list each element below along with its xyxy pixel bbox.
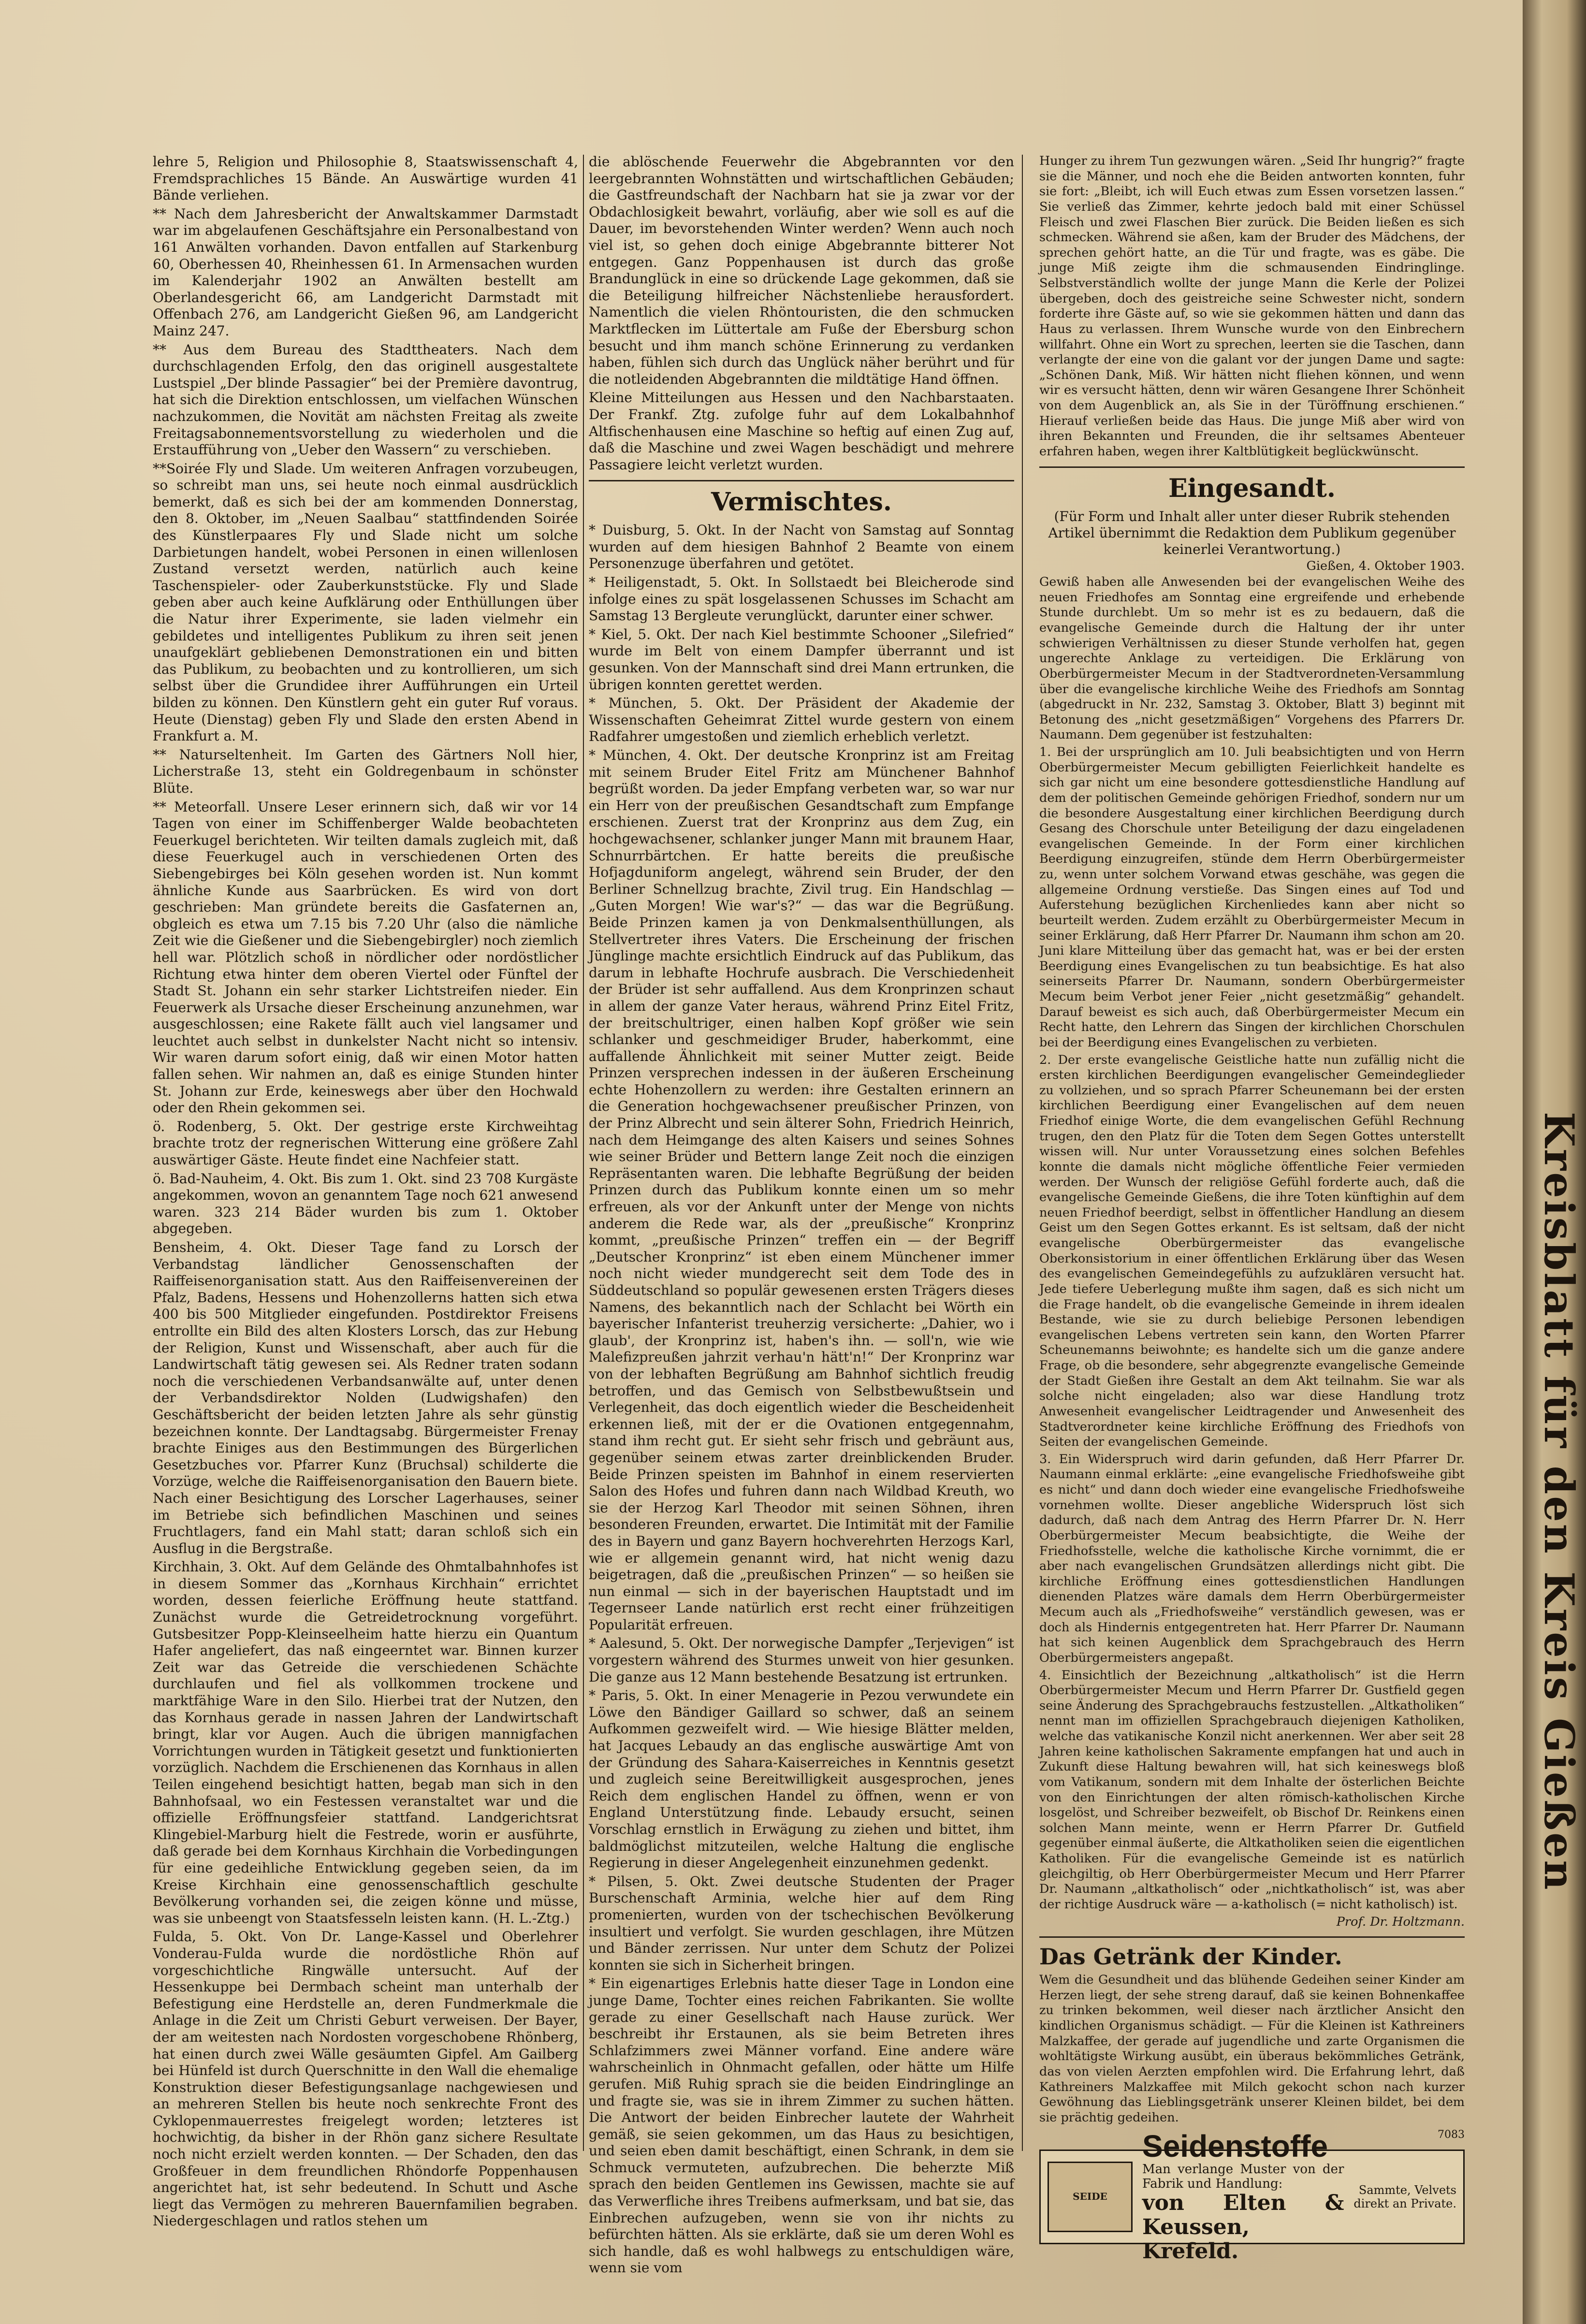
- article-muenchen-zittel: * München, 5. Okt. Der Präsident der Akademie der Wissenschaften Geheimrat Zittel wurde gestern von einem Radfahrer umgestoßen und ziemlich erheblich verletzt.: [589, 695, 1014, 745]
- ad-items: Sammte, Velvets: [1358, 2183, 1456, 2197]
- article-stadttheater: ** Aus dem Bureau des Stadttheaters. Nach dem durchschlagenden Erfolg, den das originell ausgestaltete Lustspiel „Der blinde Passagier“ bei der Première davontrug, hat sich die Direktion entschlossen, um vielfachen Wünschen nachzukommen, die Novität am nächsten Freitag als zweite Freitagsabonnementsvorstellung zu wiederholen und die Erstaufführung von „Ueber den Wassern“ zu verschieben.: [153, 341, 578, 458]
- article-soiree: **Soirée Fly und Slade. Um weiteren Anfragen vorzubeugen, so schreibt man uns, sei heute noch einmal ausdrücklich bemerkt, daß es sich bei der am kommenden Donnerstag, den 8. Oktober, im „Neuen Saalbau“ stattfindenden Soirée des Künstlerpaares Fly und Slade nicht um solche Darbietungen handelt, wobei Personen in einen willenlosen Zustand versetzt werden, natürlich auch keine Taschenspieler- oder Zauberkunststücke. Fly und Slade geben aber auch keine Aufklärung oder Enthüllungen über die Natur ihrer Experimente, sie laden vielmehr ein gebildetes und intelligentes Publikum zu ihren seit jenen unaufgeklärt gebliebenen Demonstrationen ein und bitten das Publikum, zu beobachten und zu kontrollieren, um sich selbst über die Grundidee ihrer Aufführungen ein Urteil bilden zu können. Den Künstlern geht ein guter Ruf voraus. Heute (Dienstag) geben Fly und Slade den ersten Abend in Frankfurt a. M.: [153, 460, 578, 744]
- letter-point-1: 1. Bei der ursprünglich am 10. Juli beabsichtigten und von Herrn Oberbürgermeister Mecum gebilligten Feierlichkeit handelte es sich gar nicht um eine besondere gottesdienstliche Handlung auf dem der politischen Gemeinde gehörigen Friedhof, sondern nur um die besondere Ausgestaltung einer kirchlichen Beerdigung durch Gesang des Chorschule unter Beteiligung der dazu eingeladenen evangelischen Gemeinde. In der Form einer kirchlichen Beerdigung einzugreifen, stünde dem Herrn Oberbürgermeister zu, wenn unter solchem Vorwand etwas geschähe, was gegen die allgemeine Ordnung verstieße. Das Singen eines auf Tod und Auferstehung bezüglichen Kirchenliedes kann aber nicht so beurteilt werden. Zudem erzählt zu Oberbürgermeister Mecum in seiner Erklärung, daß Herr Pfarrer Dr. Naumann ihm schon am 20. Juni klare Mitteilung über das gemacht hat, was er bei der ersten Beerdigung eines Evangelischen zu tun beabsichtige. Es hat also seinerseits Pfarrer Dr. Naumann, sondern Oberbürgermeister Mecum beim Verbot jener Feier „nicht gesetzmäßig“ gehandelt. Darauf beweist es sich auch, daß Oberbürgermeister Mecum ein Recht hatte, den Lehrern das Singen der kirchlichen Chorschulen bei der Beerdigung eines Evangelischen zu verbieten.: [1039, 745, 1465, 1050]
- section-heading-eingesandt: Eingesandt.: [1168, 473, 1336, 503]
- column-middle: [589, 154, 1014, 2279]
- section-rule: [1039, 466, 1465, 468]
- article-heiligenstadt: * Heiligenstadt, 5. Okt. In Sollstaedt bei Bleicherode sind infolge eines zu spät losgelassenen Schusses im Schacht am Samstag 13 Bergleute verunglückt, darunter einer schwer.: [589, 574, 1014, 624]
- article-library-stats: lehre 5, Religion und Philosophie 8, Staatswissenschaft 4, Fremdsprachliches 15 Bände. An Auswärtige wurden 41 Bände verliehen.: [153, 154, 578, 203]
- ad-samples: Man verlange Muster von der Fabrik und Handlung:: [1142, 2162, 1344, 2191]
- ad-brand: Seidenstoffe: [1142, 2129, 1328, 2164]
- article-bensheim: Bensheim, 4. Okt. Dieser Tage fand zu Lorsch der Verbandstag ländlicher Genossenschaften der Raiffeisenorganisation statt. Aus den Raiffeisenvereinen der Pfalz, Badens, Hessens und Hohenzollerns hatten sich etwa 400 bis 500 Mitglieder eingefunden. Postdirektor Freisens entrollte ein Bild des alten Klosters Lorsch, das zur Hebung der Religion, Kunst und Wissenschaft, aber auch für die Landwirtschaft tätig gewesen sei. Als Redner traten sodann noch die verschiedenen Verbandsanwälte auf, unter denen der Verbandsdirektor Nolden (Ludwigshafen) den Geschäftsbericht der beiden letzten Jahre als sehr günstig bezeichnen konnte. Der Landtagsabg. Bürgermeister Frenay brachte Einiges aus den Bestimmungen des Bürgerlichen Gesetzbuches vor. Pfarrer Kunz (Bruchsal) schilderte die Vorzüge, welche die Raiffeisenorganisation den Bauern biete. Nach einer Besichtigung des Lorscher Lagerhauses, seiner im Betriebe sich befindlichen Maschinen und seines Fruchtlagers, fand ein Mahl statt; daran schloß sich ein Ausflug in die Bergstraße.: [153, 1239, 578, 1556]
- column-left: [153, 154, 578, 2232]
- editorial-disclaimer: (Für Form und Inhalt aller unter dieser Rubrik stehenden Artikel übernimmt die Redaktion dem Publikum gegenüber keinerlei Verantwortung.): [1048, 508, 1456, 557]
- column-divider: [1022, 155, 1023, 2151]
- letter-point-4: 4. Einsichtlich der Bezeichnung „altkatholisch“ ist die Herrn Oberbürgermeister Mecum und Herrn Pfarrer Dr. Gustfield gegen seine Änderung des Sprachgebrauchs festzustellen. „Altkatholiken“ nennt man im offiziellen Sprachgebrauch diejenigen Katholiken, welche das vatikanische Konzil nicht anerkennen. Wer aber seit 28 Jahren keine katholischen Sakramente empfangen hat und auch in Zukunft diese Haltung bewahren will, hat sich keineswegs bloß vom Vatikanum, sondern mit dem Inhalte der österlichen Beichte von den Einrichtungen der alten römisch-katholischen Kirche losgelöst, und Schreiber bezweifelt, ob Bischof Dr. Reinkens einen solchen Mann meinte, wenn er Herrn Pfarrer Dr. Gutfield gegenüber einmal äußerte, die Altkatholiken seien die eigentlichen Katholiken. Für die evangelische Gemeinde ist es natürlich gleichgiltig, ob Herr Oberbürgermeister Mecum und Herr Pfarrer Dr. Naumann „altkatholisch“ oder „nichtkatholisch“ ist, was aber der richtige Ausdruck wäre — a-katholisch (= nicht katholisch) ist.: [1039, 1668, 1465, 1912]
- article-bad-nauheim: ö. Bad-Nauheim, 4. Okt. Bis zum 1. Okt. sind 23 708 Kurgäste angekommen, wovon an genanntem Tage noch 621 anwesend waren. 323 214 Bäder wurden bis zum 1. Oktober abgegeben.: [153, 1170, 578, 1237]
- article-poppenhausen: die ablöschende Feuerwehr die Abgebrannten vor den leergebrannten Wohnstätten und wirtschaftlichen Gebäuden; die Gastfreundschaft der Nachbarn hat sie ja zwar vor der Obdachlosigkeit bewahrt, vorläufig, aber wie soll es auf die Dauer, im bevorstehenden Winter werden? Wenn auch noch viel ist, so gehen doch einige Abgebrannte bitterer Not entgegen. Ganz Poppenhausen ist durch das große Brandunglück in eine so drückende Lage gekommen, daß sie die Beteiligung hilfreicher Nächstenliebe herausfordert. Namentlich die vielen Rhöntouristen, die den schmucken Marktflecken im Lüttertale am Fuße der Ebersburg schon besucht und ihm manch schöne Erinnerung zu verdanken haben, fühlen sich durch das Unglück näher berührt und für die notleidenden Abgebrannten die mildtätige Hand öffnen.: [589, 154, 1014, 387]
- article-kirchhain: Kirchhain, 3. Okt. Auf dem Gelände des Ohmtalbahnhofes ist in diesem Sommer das „Kornhaus Kirchhain“ errichtet worden, dessen feierliche Eröffnung heute stattfand. Zunächst wurde die Getreidetrocknung vorgeführt. Gutsbesitzer Popp-Kleinseelheim hatte hierzu ein Quantum Hafer angeliefert, das naß eingeerntet war. Binnen kurzer Zeit war das Getreide die verschiedenen Schächte durchlaufen und fiel als vollkommen trockene und marktfähige Ware in den Silo. Hierbei trat der Nutzen, den das Kornhaus gerade in nassen Jahren der Landwirtschaft bringt, klar vor Augen. Auch die übrigen mannigfachen Vorrichtungen wurden in Tätigkeit gesetzt und funktionierten vorzüglich. Nachdem die Erschienenen das Kornhaus in allen Teilen eingehend besichtigt hatten, begab man sich in den Bahnhofsaal, wo ein Festessen veranstaltet war und die offizielle Eröffnungsfeier stattfand. Landgerichtsrat Klingebiel-Marburg hielt die Festrede, worin er ausführte, daß gerade bei dem Kornhaus Kirchhain die Vorbedingungen für eine gedeihliche Entwicklung gegeben seien, da im Kreise Kirchhain eine genossenschaftlich geschulte Bevölkerung vorhanden sei, die zeigen könne und müsse, was sie unbeengt von Staatsfesseln leisten kann. (H. L.-Ztg.): [153, 1559, 578, 1926]
- article-meteorfall: ** Meteorfall. Unsere Leser erinnern sich, daß wir vor 14 Tagen von einer im Schiffenberger Walde beobachteten Feuerkugel berichteten. Wir teilten damals zugleich mit, daß diese Feuerkugel auch in verschiedenen Orten des Siebengebirges bei Köln gesehen worden ist. Nun kommt ähnliche Kunde aus Saarbrücken. Es wird von dort geschrieben: Man gründete bereits die Gasfaternen an, obgleich es etwa um 7.15 bis 7.20 Uhr (also die nämliche Zeit wie die Gießener und die Siebengebirgler) noch ziemlich hell war. Plötzlich schoß in nördlicher oder nordöstlicher Richtung etwa hinter dem oberen Viertel oder Fünftel der Stadt St. Johann ein sehr starker Lichtstreifen nieder. Ein Feuerwerk als Ursache dieser Erscheinung anzunehmen, war ausgeschlossen; eine Rakete fällt auch viel langsamer und leuchtet auch selbst in dunkelster Nacht nicht so intensiv. Wir waren darum sofort einig, daß wir einen Motor hatten fallen sehen. Wir nahmen an, daß es einige Stunden hinter St. Johann zur Erde, keineswegs aber über den Hochwald oder den Rhein gekommen sei.: [153, 799, 578, 1116]
- ad-right-block: [1353, 2183, 1456, 2210]
- article-kleine-mitteilungen: Kleine Mitteilungen aus Hessen und den Nachbarstaaten. Der Frankf. Ztg. zufolge fuhr auf dem Lokalbahnhof Altfischenhausen eine Maschine so heftig auf einen Zug auf, daß die Maschine und zwei Wagen beschädigt und mehrere Passagiere leicht verletzt wurden.: [589, 390, 1014, 473]
- section-heading-vermischtes: Vermischtes.: [711, 487, 892, 517]
- section-rule: [1039, 1936, 1465, 1938]
- adjacent-masthead: Kreisblatt für den Kreis Gießen: [1535, 1112, 1583, 1892]
- article-aalesund: * Aalesund, 5. Okt. Der norwegische Dampfer „Terjevigen“ ist vorgestern während des Sturmes unweit von hier gesunken. Die ganze aus 12 Mann bestehende Besatzung ist ertrunken.: [589, 1635, 1014, 1685]
- article-duisburg: * Duisburg, 5. Okt. In der Nacht von Samstag auf Sonntag wurden auf dem hiesigen Bahnhof 2 Beamte von einem Personenzuge überfahren und getötet.: [589, 522, 1014, 572]
- ad-text-block: [1142, 2130, 1344, 2264]
- letter-point-2: 2. Der erste evangelische Geistliche hatte nun zufällig nicht die ersten kirchlichen Beerdigungen evangelischer Gemeindeglieder zu vollziehen, und so sprach Pfarrer Scheunemann bei der ersten kirchlichen Beerdigung einer Evangelischen auf dem neuen Friedhof einige Worte, die dem evangelischen Gefühl Rechnung trugen, den den Platz für die Toten dem Segen Gottes unterstellt wissen will. Nur unter Voraussetzung eines solchen Befehles konnte die damals nicht mögliche öffentliche Feier vermieden werden. Der Wunsch der religiöse Gefühl forderte auch, daß die evangelische Gemeinde Gießens, die ihre Toten künftighin auf dem neuen Friedhof beerdigt, selbst in öffentlicher Handlung an diesem Geist um den Segen Gottes erkannt. Es ist seltsam, daß der nicht evangelische Oberbürgermeister das evangelische Oberkonsistorium in einer öffentlichen Erklärung über das Wesen des evangelischen Gemeindegefühls zu aufzuklären versucht hat. Jede tiefere Ueberlegung mußte ihm sagen, daß es sich nicht um die Frage handelt, ob die evangelische Gemeinde in ihrem idealen Bestande, wie sie zu durch beliebige Personen lebendigen evangelischen Lebens vertreten sein kann, den Worten Pfarrer Scheunemanns beiwohnte; es handelte sich um die ganze andere Frage, ob die besondere, sehr abgegrenzte evangelische Gemeinde der Stadt Gießen ihre Gestalt an dem Akt teilnahm. Sie war als solche nicht eingeladen; also war diese Handlung trotz Anwesenheit evangelischer Leidtragender und Anwesenheit des Stadtverordneter keine kirchliche Eröffnung des Friedhofs von Seiten der evangelischen Gemeinde.: [1039, 1052, 1465, 1450]
- article-kiel: * Kiel, 5. Okt. Der nach Kiel bestimmte Schooner „Silefried“ wurde im Belt von einem Dampfer überrannt und ist gesunken. Von der Mannschaft sind drei Mann ertrunken, die übrigen konnten gerettet werden.: [589, 626, 1014, 693]
- article-rodenberg: ö. Rodenberg, 5. Okt. Der gestrige erste Kirchweihtag brachte trotz der regnerischen Witterung eine größere Zahl auswärtiger Gäste. Heute findet eine Nachfeier statt.: [153, 1118, 578, 1168]
- article-anwaltskammer: ** Nach dem Jahresbericht der Anwaltskammer Darmstadt war im abgelaufenen Geschäftsjahre ein Personalbestand von 161 Anwälten vorhanden. Davon entfallen auf Starkenburg 60, Oberhessen 40, Rheinhessen 61. In Armensachen wurden im Kalenderjahr 1902 an Anwälten bestellt am Oberlandesgericht 66, am Landgericht Darmstadt mit Offenbach 276, am Landgericht Gießen 96, am Landgericht Mainz 247.: [153, 205, 578, 339]
- letter-point-3: 3. Ein Widerspruch wird darin gefunden, daß Herr Pfarrer Dr. Naumann einmal erklärte: „eine evangelische Friedhofsweihe gibt es nicht“ und dann doch wieder eine evangelische Friedhofsweihe vornehmen wollte. Dieser angebliche Widerspruch löst sich dadurch, daß nach dem Antrag des Herrn Pfarrer Dr. N. Herr Oberbürgermeister Mecum beabsichtigte, die Weihe der Friedhofsstelle, welche die katholische Kirche vornimmt, die er aber nach evangelischen Grundsätzen allerdings nicht gibt. Die kirchliche Eröffnung eines gottesdienstlichen Handlungen dienenden Platzes wäre damals dem Herrn Oberbürgermeister Mecum auch als „Friedhofsweihe“ verständlich gewesen, was er doch als Hindernis entgegentreten hat. Herr Pfarrer Dr. Naumann hat sich keinen Augenblick dem Sprachgebrauch des Herrn Oberbürgermeisters angepaßt.: [1039, 1452, 1465, 1665]
- article-naturseltenheit: ** Naturseltenheit. Im Garten des Gärtners Noll hier, Licherstraße 13, steht ein Goldregenbaum in schönster Blüte.: [153, 746, 578, 796]
- beehive-logo-icon: SEIDE: [1048, 2162, 1133, 2232]
- article-muenchen-kronprinz: * München, 4. Okt. Der deutsche Kronprinz ist am Freitag mit seinem Bruder Eitel Fritz am Münchener Bahnhof begrüßt worden. Da jeder Empfang verbeten war, so war nur ein Herr von der preußischen Gesandtschaft zum Empfange erschienen. Zuerst trat der Kronprinz aus dem Zug, ein hochgewachsener, schlanker junger Mann mit braunem Haar, Schnurrbärtchen. Er hatte bereits die preußische Hofjagduniform angelegt, während sein Bruder, der den Berliner Schnellzug brachte, Zivil trug. Ein Handschlag — „Guten Morgen! Wie war's?“ — das war die Begrüßung. Beide Prinzen kamen ja von Denkmalsenthüllungen, als Stellvertreter ihres Vaters. Die Erscheinung der frischen Jünglinge machte ersichtlich Eindruck auf das Publikum, das darum in lebhafte Hochrufe ausbrach. Die Verschiedenheit der Brüder ist sehr auffallend. Aus dem Kronprinzen schaut in allem der ganze Vater heraus, während Prinz Eitel Fritz, der breitschultriger, einen halben Kopf größer wie sein schlanker und geschmeidiger Bruder, haberkommt, eine auffallende Ähnlichkeit mit seiner Mutter zeigt. Beide Prinzen versprechen indessen in der äußeren Erscheinung echte Hohenzollern zu werden: ihre Gestalten erinnern an die Generation hochgewachsener preußischer Prinzen, von der Prinz Albrecht und sein älterer Sohn, Friedrich Heinrich, nach dem Heimgange des alten Kaisers und seines Sohnes wie seiner Brüder und Bettern lange Zeit noch die einzigen Repräsentanten waren. Die lebhafte Begrüßung der beiden Prinzen durch das Publikum konnte einen um so mehr erfreuen, als vor der Ankunft unter der Menge von nichts anderem die Rede war, als der „preußische“ Kronprinz kommt, „preußische Prinzen“ treffen ein — der Begriff „Deutscher Kronprinz“ ist eben einem Münchener immer noch nicht wieder mundgerecht seit dem Tode des in Süddeutschland so populär gewesenen ersten Trägers dieses Namens, des bekanntlich nach der Schlacht bei Wörth ein bayerischer Infanterist treuherzig versicherte: „Dahier, wo i glaub', der Kronprinz ist, haben's ihn. — soll'n, wie wie Malefizpreußen jahrzit verhau'n hätt'n!“ Der Kronprinz war von der lebhaften Begrüßung am Bahnhof sichtlich freudig betroffen, und das Gemisch von Selbstbewußtsein und Verlegenheit, das doch eigentlich wieder die Bescheidenheit erkennen ließ, mit der er die Ovationen entgegennahm, stand ihm recht gut. Er sieht sehr frisch und gebräunt aus, gegenüber seinem etwas zarter dreinblickenden Bruder. Beide Prinzen speisten im Bahnhof in einem reservierten Salon des Hofes und fuhren dann nach Wildbad Kreuth, wo sie der Herzog Karl Theodor mit seinen Söhnen, ihren besonderen Freunden, erwartet. Die Intimität mit der Familie des in Bayern und ganz Bayern hochverehrten Herzogs Karl, wie er allgemein genannt wird, hat nicht wenig dazu beigetragen, daß die „preußischen Prinzen“ — so heißen sie nun einmal — sich in der bayerischen Hauptstadt und im Tegernseer Lande natürlich erst recht einer frühzeitigen Popularität erfreuen.: [589, 747, 1014, 1633]
- article-london-erlebnis: * Ein eigenartiges Erlebnis hatte dieser Tage in London eine junge Dame, Tochter eines reichen Fabrikanten. Sie wollte gerade zu einer Gesellschaft nach Hause zurück. Wer beschreibt ihr Erstaunen, als sie beim Betreten ihres Schlafzimmers zwei Männer vorfand. Eine andere wäre wahrscheinlich in Ohnmacht gefallen, oder hätte um Hilfe gerufen. Miß Ruhig sprach sie die beiden Eindringlinge an und fragte sie, was sie in ihrem Zimmer zu suchen hätten. Die Antwort der beiden Einbrecher lautete der Wahrheit gemäß, sie seien gekommen, um das Haus zu besichtigen, und seien eben damit beschäftigt, einen Schrank, in dem sie Schmuck vermuteten, aufzubrechen. Die beherzte Miß sprach den beiden Gentlemen ins Gewissen, machte sie auf das Verwerfliche ihres Treibens aufmerksam, und bat sie, das Einbrechen aufzugeben, wenn sie von ihr nichts zu befürchten hätten. Als sie erklärte, daß sie um deren Wohl es sich handle, daß es wohl halbwegs zu entschuldigen wäre, wenn sie vom: [589, 1975, 1014, 2276]
- article-paris: * Paris, 5. Okt. In einer Menagerie in Pezou verwundete ein Löwe den Bändiger Gaillard so schwer, daß an seinem Aufkommen gezweifelt wird. — Wie hiesige Blätter melden, hat Jacques Lebaudy an das englische auswärtige Amt von der Gründung des Sahara-Kaiserreiches in Kenntnis gesetzt und zugleich seine Bereitwilligkeit ausgesprochen, jenes Reich dem englischen Handel zu öffnen, wenn er von England Unterstützung finde. Lebaudy ersucht, seinen Vorschlag ernstlich in Erwägung zu ziehen und bittet, ihm baldmöglichst mitzuteilen, welche Haltung die englische Regierung in dieser Angelegenheit einzunehmen gedenkt.: [589, 1687, 1014, 1871]
- column-right: [1039, 154, 1465, 2264]
- article-london-continued: Hunger zu ihrem Tun gezwungen wären. „Seid Ihr hungrig?“ fragte sie die Männer, und noch ehe die Beiden antworten konnten, fuhr sie fort: „Bleibt, ich will Euch etwas zum Essen vorsetzen lassen.“ Sie verließ das Zimmer, kehrte jedoch bald mit einer Schüssel Fleisch und zwei Flaschen Bier zurück. Die Beiden ließen es sich schmecken. Während sie aßen, kam der Bruder des Mädchens, der sprechen gehört hatte, an die Tür und fragte, was es gäbe. Die junge Miß zeigte ihm die schmausenden Eindringlinge. Selbstverständlich wollte der junge Mann die Kerle der Polizei übergeben, doch des geistreiche seine Schwester nicht, sondern forderte ihre Gäste auf, so wie sie gekommen hätten und dann das Haus zu verlassen. Ihrem Wunsche wurde von den Einbrechern willfahrt. Ohne ein Wort zu sprechen, leerten sie die Taschen, dann verlangte der eine von die galant vor der jungen Dame und sagte: „Schönen Dank, Miß. Wir hätten nicht fliehen können, und wenn wir es versucht hätten, denn wir wären Gesangene Ihrer Schönheit von dem Augenblick an, als Sie in der Türöffnung erschienen.“ Hierauf verließen beide das Haus. Die junge Miß aber wird von ihren Bekannten und Freunden, die ihr seltsames Abenteuer erfahren haben, wegen ihrer Kaltblütigkeit beglückwünscht.: [1039, 154, 1465, 459]
- dateline: Gießen, 4. Oktober 1903.: [1306, 558, 1465, 573]
- article-pilsen: * Pilsen, 5. Okt. Zwei deutsche Studenten der Prager Burschenschaft Arminia, welche hier auf dem Ring promenierten, wurden von der tschechischen Bevölkerung insultiert und verfolgt. Sie wurden geschlagen, ihre Mützen und Bänder zerrissen. Nur unter dem Schutz der Polizei konnten sie sich in Sicherheit bringen.: [589, 1873, 1014, 1973]
- letter-intro: Gewiß haben alle Anwesenden bei der evangelischen Weihe des neuen Friedhofes am Sonntag eine ergreifende und erhebende Stunde durchlebt. Um so mehr ist es zu bedauern, daß die evangelische Gemeinde durch die Haltung der ihr unter schwierigen Verhältnissen zu dieser Stunde verholfen hat, gegen ungerechte Anklage zu verteidigen. Die Erklärung von Oberbürgermeister Mecum in der Stadtverordneten-Versammlung über die evangelische kirchliche Weihe des Friedhofs am Sonntag (abgedruckt in Nr. 232, Samstag 3. Oktober, Blatt 3) beginnt mit Betonung des „nicht gesetzmäßigen“ Vorgehens des Pfarrers Dr. Naumann. Dem gegenüber ist festzuhalten:: [1039, 575, 1465, 742]
- letter-signature: Prof. Dr. Holtzmann.: [1336, 1914, 1465, 1929]
- article-fulda: Fulda, 5. Okt. Von Dr. Lange-Kassel und Oberlehrer Vonderau-Fulda wurde die nordöstliche Rhön auf vorgeschichtliche Ringwälle untersucht. Auf der Hessenkuppe bei Dermbach scheint man unterhalb der Befestigung eine Herdstelle an, deren Fundmerkmale die Anlage in die Zeit um Christi Geburt verweisen. Der Bayer, der am weitesten nach Nordosten vorgeschobene Rhönberg, hat einen durch zwei Wälle gesäumten Gipfel. Am Gailberg bei Hünfeld ist durch Querschnitte in den Wall die ehemalige Konstruktion dieser Befestigungsanlage nachgewiesen und an mehreren Stellen bis heute noch senkrechte Front des Cyklopenmauerrestes freigelegt worden; letzteres ist hochwichtig, da bisher in der Rhön ganz sichere Resultate noch nicht erzielt werden konnten. — Der Schaden, den das Großfeuer in dem freundlichen Rhöndorfe Poppenhausen angerichtet hat, ist sehr bedeutend. In Schutt und Asche liegt das Vermögen zu mehreren Bauernfamilien begraben. Niedergeschlagen und ratlos stehen um: [153, 1929, 578, 2229]
- ad-firm: von Elten & Keussen, Krefeld.: [1142, 2191, 1344, 2264]
- ad-heading-getraenk: Das Getränk der Kinder.: [1039, 1944, 1342, 1970]
- column-divider: [583, 155, 584, 2151]
- section-rule: [589, 480, 1014, 481]
- ad-reference-number: 7083: [1438, 2129, 1465, 2141]
- ad-direct: direkt an Private.: [1353, 2197, 1456, 2210]
- ad-malzkaffee-text: Wem die Gesundheit und das blühende Gedeihen seiner Kinder am Herzen liegt, der sehe streng darauf, daß sie keinen Bohnenkaffee zu trinken bekommen, weil dieser nach ärztlicher Ansicht den kindlichen Organismus schädigt. — Für die Kleinen ist Kathreiners Malzkaffee, der gerade auf jugendliche und zarte Organismen die wohltätigste Wirkung ausübt, ein überaus bekömmliches Getränk, das von vielen Aerzten empfohlen wird. Die Erfahrung lehrt, daß Kathreiners Malzkaffee mit Milch gekocht schon nach kurzer Gewöhnung das Lieblingsgetränk unserer Kleinen bildet, bei dem sie prächtig gedeihen.: [1039, 1973, 1465, 2125]
